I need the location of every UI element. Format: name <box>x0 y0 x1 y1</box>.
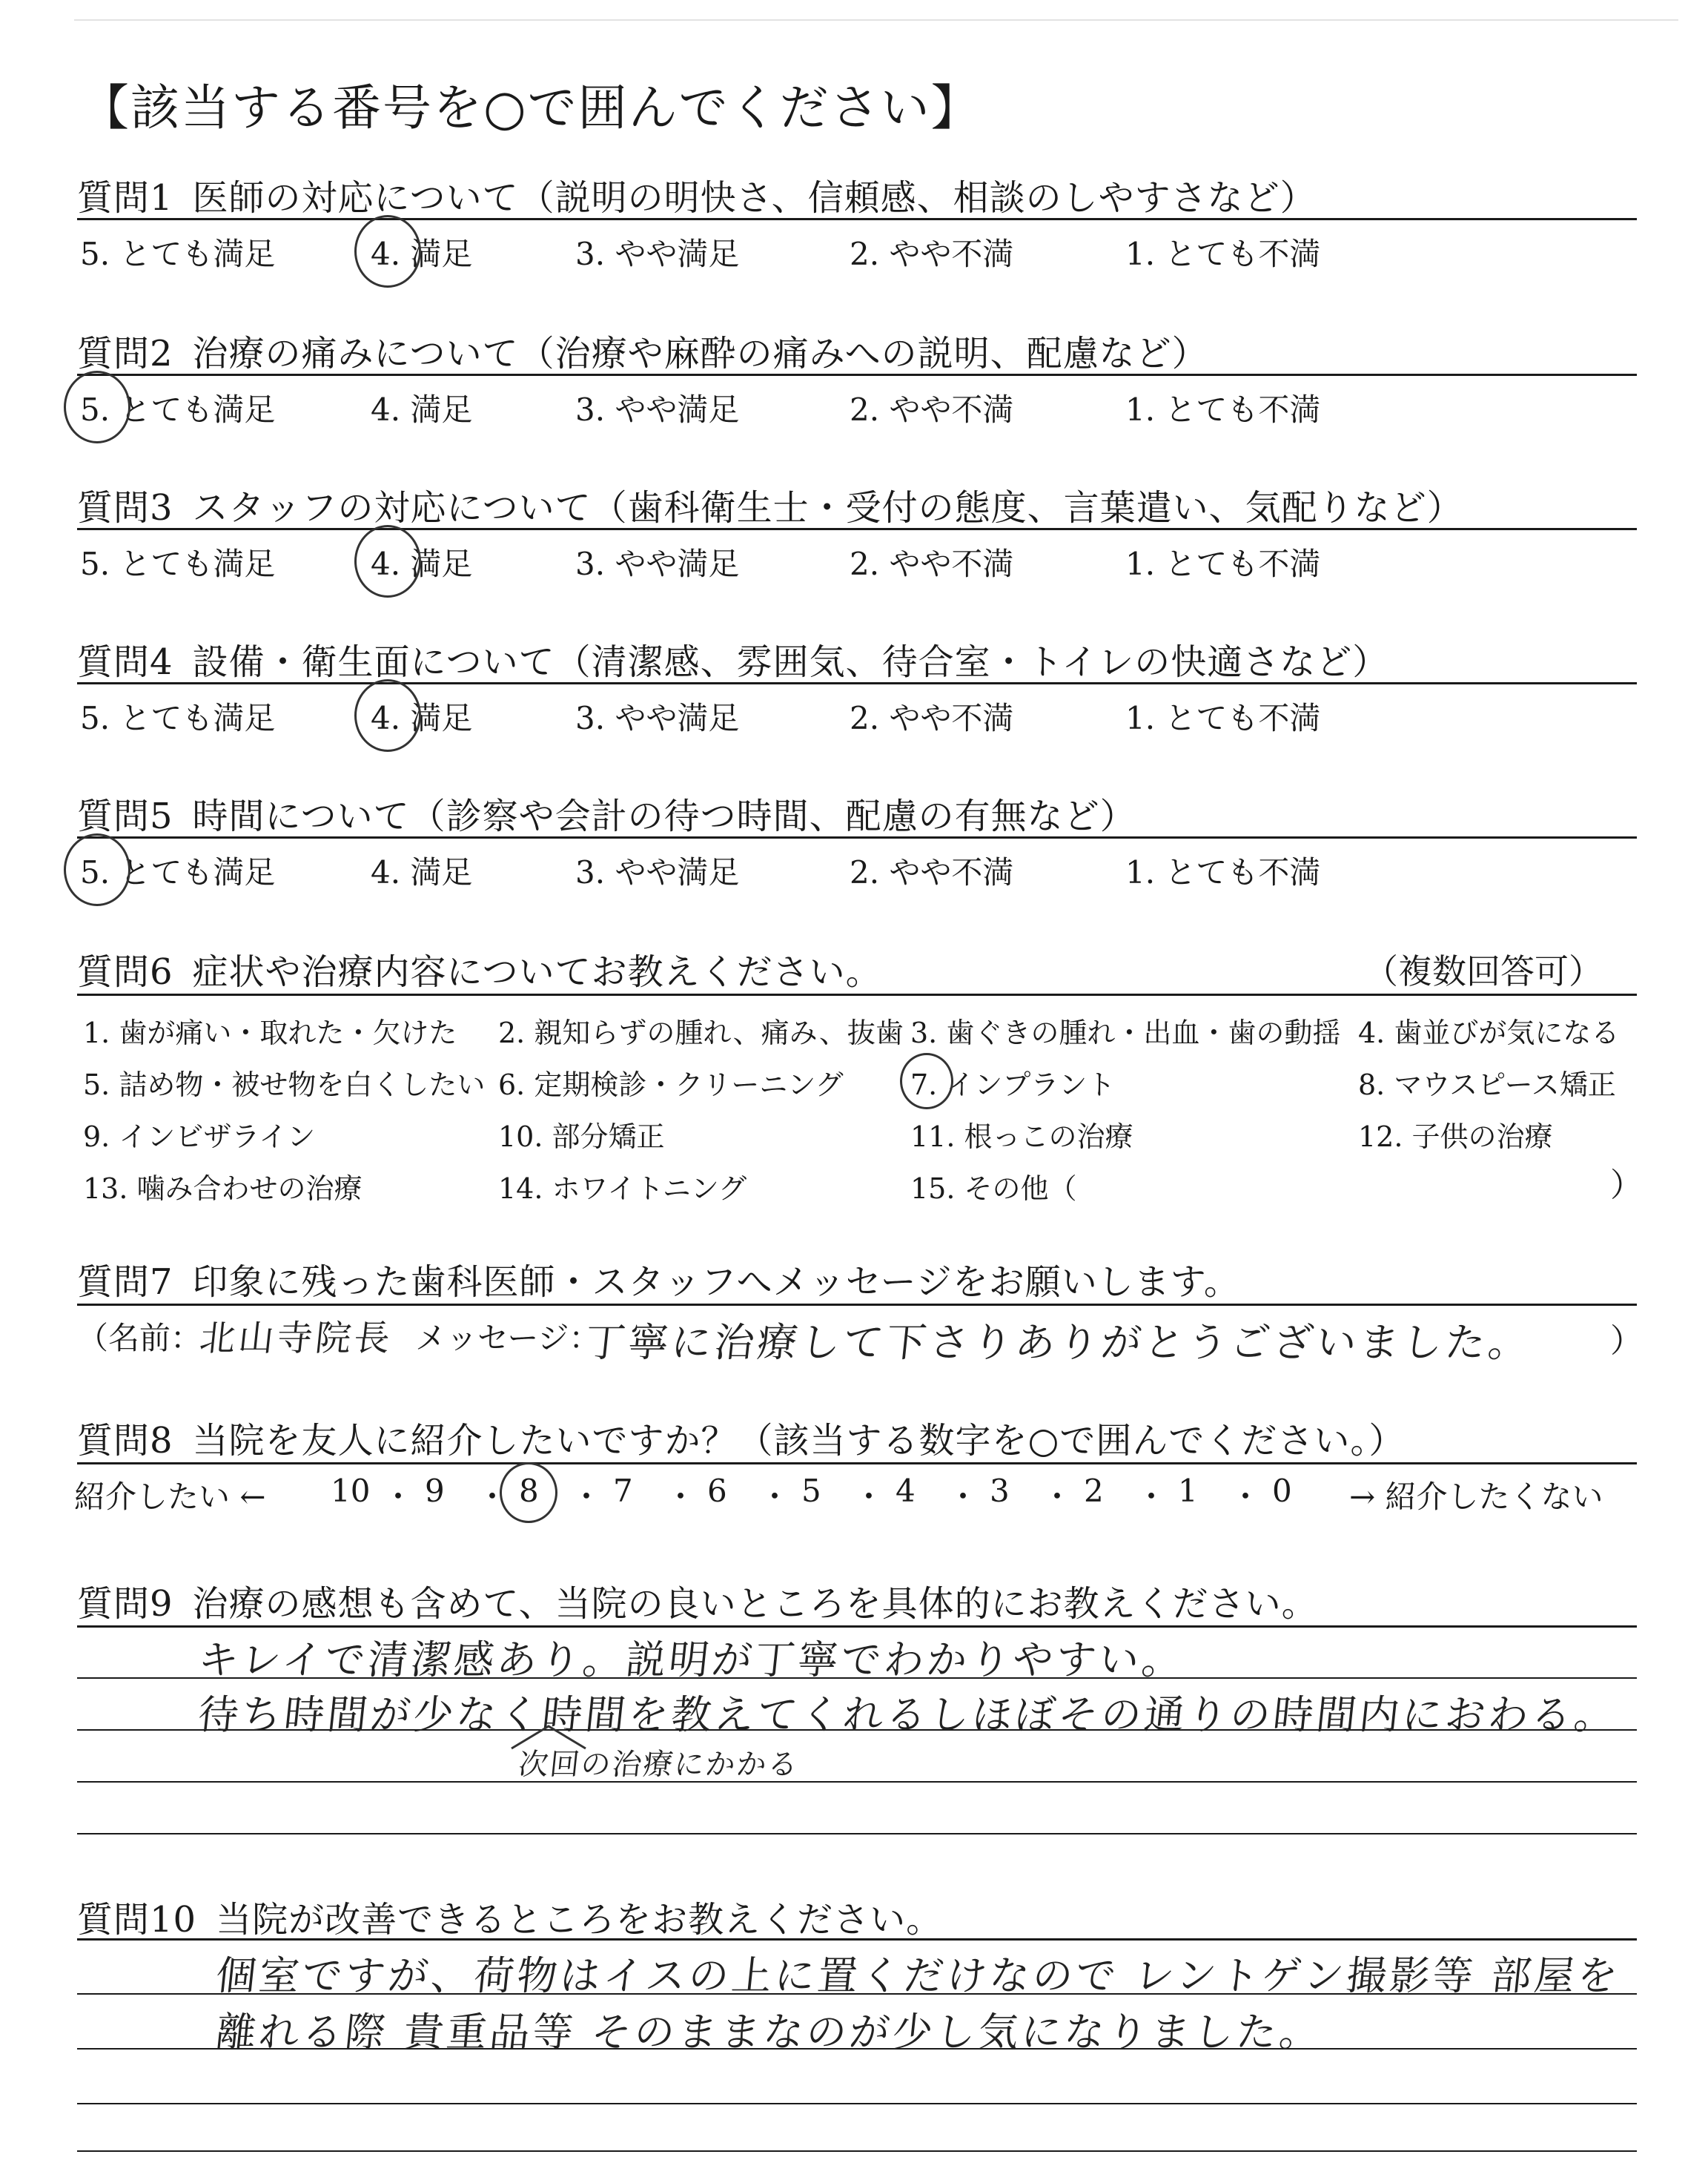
q2-option[interactable]: 4. 満足 <box>371 392 473 428</box>
q9-title <box>77 1575 1318 1626</box>
q6-option[interactable]: 4. 歯並びが気になる <box>1358 1017 1620 1049</box>
q5-option[interactable]: 1. とても不満 <box>1125 854 1321 891</box>
q4-option[interactable]: 5. とても満足 <box>80 700 276 736</box>
q2-option[interactable]: 5. とても満足 <box>80 392 276 428</box>
q1-rule <box>77 218 1637 220</box>
q9-rule-1 <box>77 1625 1637 1628</box>
q6-option[interactable]: 3. 歯ぐきの腫れ・出血・歯の動揺 <box>910 1017 1341 1049</box>
q8-scale-separator: ・ <box>1136 1479 1168 1515</box>
q9-answer-line-1: キレイで清潔感あり。説明が丁寧でわかりやすい。 <box>196 1636 1188 1683</box>
q1-option[interactable]: 4. 満足 <box>371 236 473 272</box>
q6-other-close: ） <box>1610 1166 1643 1204</box>
q8-scale-value[interactable]: 2 <box>1084 1473 1104 1509</box>
q6-option[interactable]: 10. 部分矯正 <box>498 1120 665 1153</box>
q6-option[interactable]: 5. 詰め物・被せ物を白くしたい <box>83 1069 486 1101</box>
q2-number: 質問2 <box>77 333 173 374</box>
q9-insertion-note: 次回の治療にかかる <box>517 1748 801 1782</box>
q1-title-text: 医師の対応について（説明の明快さ、信頼感、相談のしやすさなど） <box>192 177 1317 219</box>
q8-scale-value[interactable]: 10 <box>331 1473 371 1509</box>
q3-selection-circle <box>354 525 421 598</box>
q4-number: 質問4 <box>77 641 173 683</box>
top-border <box>74 19 1678 21</box>
q10-rule-4 <box>77 2103 1637 2104</box>
q3-title <box>77 479 1463 530</box>
q6-selection-circle <box>900 1053 953 1109</box>
q8-scale-value[interactable]: 1 <box>1178 1473 1198 1509</box>
q8-right-label: → 紹介したくない <box>1349 1479 1603 1515</box>
q8-scale-separator: ・ <box>1042 1479 1073 1515</box>
q4-title <box>77 633 1388 684</box>
q8-scale-separator: ・ <box>571 1479 603 1515</box>
q8-scale-separator: ・ <box>759 1479 791 1515</box>
q9-number: 質問9 <box>77 1583 173 1625</box>
q3-option[interactable]: 2. やや不満 <box>850 546 1014 582</box>
q8-title-text: 当院を友人に紹介したいですか？（該当する数字を○で囲んでください。） <box>192 1420 1406 1462</box>
q2-selection-circle <box>64 371 130 443</box>
q1-option[interactable]: 3. やや満足 <box>575 236 740 272</box>
q3-title-text: スタッフの対応について（歯科衛生士・受付の態度、言葉遣い、気配りなど） <box>192 487 1463 529</box>
form-header: 【該当する番号を○で囲んでください】 <box>80 79 982 136</box>
q3-option[interactable]: 5. とても満足 <box>80 546 276 582</box>
q10-answer-line-2: 離れる際 貴重品等 そのままなのが少し気になりました。 <box>214 2009 1325 2055</box>
q6-option[interactable]: 9. インビザライン <box>83 1120 316 1153</box>
q8-selection-circle <box>500 1462 557 1523</box>
q5-title <box>77 787 1136 839</box>
q6-option[interactable]: 2. 親知らずの腫れ、痛み、抜歯 <box>498 1017 904 1049</box>
q8-rule <box>77 1462 1637 1464</box>
q7-title <box>77 1253 1240 1304</box>
q6-rule <box>77 994 1637 996</box>
q1-title <box>77 169 1317 220</box>
q6-option[interactable]: 6. 定期検診・クリーニング <box>498 1069 844 1101</box>
q7-message-value: 丁寧に治療して下さりありがとうございました。 <box>583 1319 1534 1366</box>
q2-title-text: 治療の痛みについて（治療や麻酔の痛みへの説明、配慮など） <box>192 333 1208 374</box>
q7-close: ） <box>1610 1322 1643 1360</box>
q7-number: 質問7 <box>77 1261 173 1303</box>
q1-selection-circle <box>354 215 421 288</box>
q6-option[interactable]: 12. 子供の治療 <box>1358 1120 1553 1153</box>
q3-number: 質問3 <box>77 487 173 529</box>
q8-scale-value[interactable]: 7 <box>613 1473 633 1509</box>
q4-option[interactable]: 3. やや満足 <box>575 700 740 736</box>
q8-scale-value[interactable]: 0 <box>1272 1473 1292 1509</box>
q7-name-value: 北山寺院長 <box>197 1318 395 1359</box>
q3-rule <box>77 528 1637 530</box>
q9-title-text: 治療の感想も含めて、当院の良いところを具体的にお教えください。 <box>192 1583 1318 1625</box>
q6-option[interactable]: 15. その他（ <box>910 1172 1077 1205</box>
q10-title-text: 当院が改善できるところをお教えください。 <box>216 1899 943 1941</box>
q6-multiple-note: （複数回答可） <box>1364 951 1603 991</box>
q6-number: 質問6 <box>77 951 173 993</box>
q10-rule-5 <box>77 2150 1637 2152</box>
q8-scale-value[interactable]: 4 <box>896 1473 916 1509</box>
q10-title <box>77 1891 942 1942</box>
q6-option[interactable]: 14. ホワイトニング <box>498 1172 747 1205</box>
q1-number: 質問1 <box>77 177 173 219</box>
q8-number: 質問8 <box>77 1420 173 1462</box>
q9-rule-4 <box>77 1781 1637 1783</box>
q8-scale-separator: ・ <box>947 1479 979 1515</box>
q8-scale-value[interactable]: 6 <box>707 1473 727 1509</box>
q7-name-label: （名前： <box>77 1320 202 1356</box>
q8-scale-value[interactable]: 9 <box>425 1473 445 1509</box>
q6-title <box>77 943 882 994</box>
q8-scale-value[interactable]: 3 <box>990 1473 1010 1509</box>
q6-option[interactable]: 13. 噛み合わせの治療 <box>83 1172 363 1205</box>
q4-selection-circle <box>354 679 421 752</box>
q5-option[interactable]: 4. 満足 <box>371 854 473 891</box>
q8-left-label: 紹介したい ← <box>74 1479 266 1515</box>
q9-insertion-caret <box>504 1722 593 1751</box>
q5-option[interactable]: 5. とても満足 <box>80 854 276 891</box>
q10-rule-1 <box>77 1938 1637 1941</box>
q1-option[interactable]: 5. とても満足 <box>80 236 276 272</box>
q6-option[interactable]: 1. 歯が痛い・取れた・欠けた <box>83 1017 457 1049</box>
q6-option[interactable]: 8. マウスピース矯正 <box>1358 1069 1616 1101</box>
q4-option[interactable]: 2. やや不満 <box>850 700 1014 736</box>
q8-scale-separator: ・ <box>1230 1479 1262 1515</box>
q3-option[interactable]: 1. とても不満 <box>1125 546 1321 582</box>
q5-selection-circle <box>64 833 130 906</box>
q7-message-label: メッセージ： <box>415 1320 600 1356</box>
q4-title-text: 設備・衛生面について（清潔感、雰囲気、待合室・トイレの快適さなど） <box>192 641 1389 683</box>
q2-rule <box>77 374 1637 376</box>
q5-number: 質問5 <box>77 796 173 837</box>
q6-title-text: 症状や治療内容についてお教えください。 <box>192 951 882 993</box>
q5-option[interactable]: 3. やや満足 <box>575 854 740 891</box>
q8-scale-value[interactable]: 5 <box>801 1473 821 1509</box>
q7-rule <box>77 1304 1637 1306</box>
q3-option[interactable]: 3. やや満足 <box>575 546 740 582</box>
q8-title <box>77 1412 1405 1463</box>
q10-number: 質問10 <box>77 1899 197 1941</box>
q9-rule-5 <box>77 1833 1637 1834</box>
q2-title <box>77 325 1208 376</box>
q6-option[interactable]: 11. 根っこの治療 <box>910 1120 1133 1153</box>
q4-option[interactable]: 1. とても不満 <box>1125 700 1321 736</box>
q9-answer-line-2: 待ち時間が少なく時間を教えてくれるしほぼその通りの時間内におわる。 <box>196 1691 1620 1738</box>
q2-option[interactable]: 3. やや満足 <box>575 392 740 428</box>
q5-title-text: 時間について（診察や会計の待つ時間、配慮の有無など） <box>192 796 1136 837</box>
q4-rule <box>77 682 1637 684</box>
q10-answer-line-1: 個室ですが、荷物はイスの上に置くだけなので レントゲン撮影等 部屋を <box>214 1952 1623 1999</box>
q1-option[interactable]: 2. やや不満 <box>850 236 1014 272</box>
q8-scale-value[interactable]: 8 <box>519 1473 539 1509</box>
q4-option[interactable]: 4. 満足 <box>371 700 473 736</box>
q8-scale-separator: ・ <box>853 1479 885 1515</box>
q2-option[interactable]: 1. とても不満 <box>1125 392 1321 428</box>
q5-option[interactable]: 2. やや不満 <box>850 854 1014 891</box>
q7-title-text: 印象に残った歯科医師・スタッフへメッセージをお願いします。 <box>192 1261 1240 1303</box>
q8-scale-separator: ・ <box>477 1479 509 1515</box>
q5-rule <box>77 836 1637 839</box>
q3-option[interactable]: 4. 満足 <box>371 546 473 582</box>
q8-scale-separator: ・ <box>383 1479 414 1515</box>
q2-option[interactable]: 2. やや不満 <box>850 392 1014 428</box>
q1-option[interactable]: 1. とても不満 <box>1125 236 1321 272</box>
q6-option[interactable]: 7. インプラント <box>910 1069 1116 1101</box>
q8-scale-separator: ・ <box>665 1479 697 1515</box>
